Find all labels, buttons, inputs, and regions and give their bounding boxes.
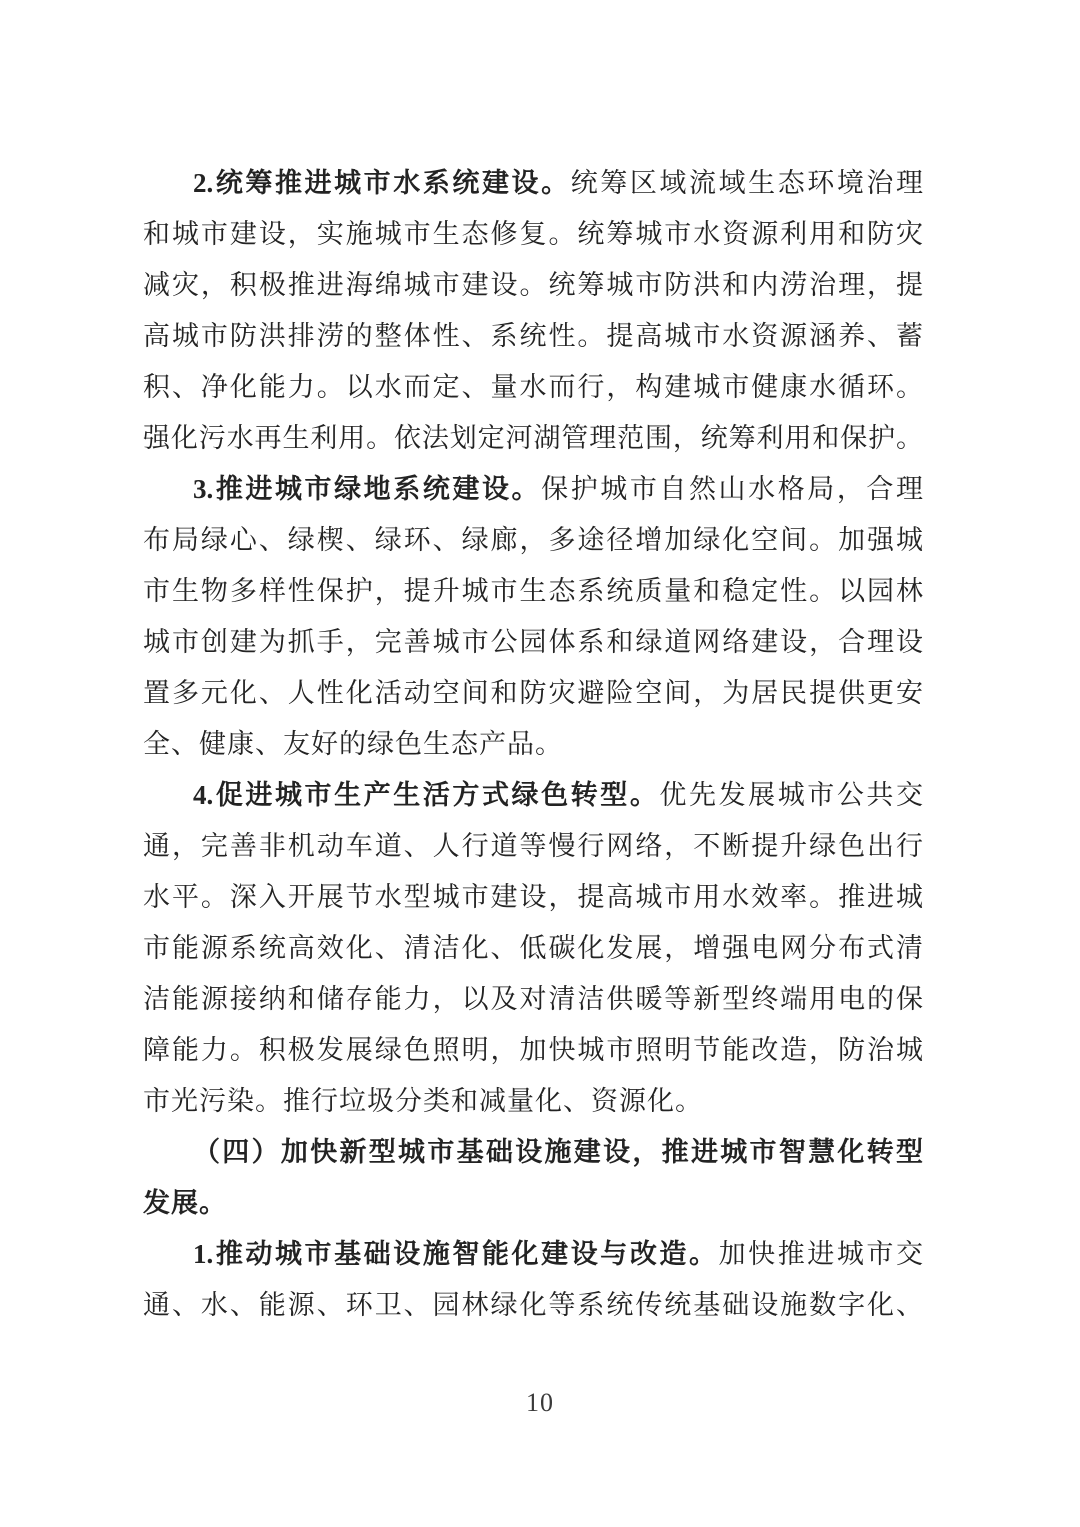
- body-text: 通、水、能源、环卫、园林绿化等系统传统基础设施数字化、: [143, 1290, 923, 1320]
- body-text: 布局绿心、绿楔、绿环、绿廊，多途径增加绿化空间。加强城: [143, 525, 923, 555]
- text-line: [143, 566, 923, 617]
- text-line: [143, 974, 923, 1025]
- text-line: [143, 1229, 923, 1280]
- page-number: 10: [526, 1388, 554, 1417]
- text-line: [143, 464, 923, 515]
- text-line: [143, 1178, 923, 1229]
- text-line: [143, 1280, 923, 1331]
- text-line: [143, 311, 923, 362]
- text-line: [143, 158, 923, 209]
- body-text: 和城市建设，实施城市生态修复。统筹城市水资源利用和防灾: [143, 219, 923, 249]
- body-text: 全、健康、友好的绿色生态产品。: [143, 729, 563, 759]
- text-line: [143, 770, 923, 821]
- text-line: [143, 617, 923, 668]
- body-text: 洁能源接纳和储存能力，以及对清洁供暖等新型终端用电的保: [143, 984, 923, 1014]
- text-line: [143, 362, 923, 413]
- body-text: 加快推进城市交: [718, 1239, 923, 1269]
- emphasis-text: 发展。: [143, 1188, 227, 1218]
- body-text: 水平。深入开展节水型城市建设，提高城市用水效率。推进城: [143, 882, 923, 912]
- text-line: [143, 413, 923, 464]
- body-text: 积、净化能力。以水而定、量水而行，构建城市健康水循环。: [143, 372, 923, 402]
- body-text: 通，完善非机动车道、人行道等慢行网络，不断提升绿色出行: [143, 831, 923, 861]
- body-text: 城市创建为抓手，完善城市公园体系和绿道网络建设，合理设: [143, 627, 923, 657]
- body-text: 障能力。积极发展绿色照明，加快城市照明节能改造，防治城: [143, 1035, 923, 1065]
- text-line: [143, 1025, 923, 1076]
- text-line: [143, 1076, 923, 1127]
- body-text: 优先发展城市公共交: [659, 780, 923, 810]
- emphasis-text: （四）加快新型城市基础设施建设，推进城市智慧化转型: [193, 1137, 923, 1167]
- text-line: [143, 821, 923, 872]
- body-text: 统筹区域流域生态环境治理: [570, 168, 923, 198]
- text-line: [143, 668, 923, 719]
- body-text: 市光污染。推行垃圾分类和减量化、资源化。: [143, 1086, 703, 1116]
- body-text: 减灾，积极推进海绵城市建设。统筹城市防洪和内涝治理，提: [143, 270, 923, 300]
- text-line: [143, 209, 923, 260]
- text-line: [143, 1127, 923, 1178]
- text-line: [143, 719, 923, 770]
- text-line: [143, 260, 923, 311]
- body-text: 高城市防洪排涝的整体性、系统性。提高城市水资源涵养、蓄: [143, 321, 923, 351]
- body-text: 强化污水再生利用。依法划定河湖管理范围，统筹利用和保护。: [143, 423, 923, 453]
- emphasis-text: 1.推动城市基础设施智能化建设与改造。: [193, 1239, 719, 1269]
- body-text: 市生物多样性保护，提升城市生态系统质量和稳定性。以园林: [143, 576, 923, 606]
- text-line: [143, 923, 923, 974]
- text-line: [143, 872, 923, 923]
- emphasis-text: 4.促进城市生产生活方式绿色转型。: [193, 780, 660, 810]
- text-line: [143, 515, 923, 566]
- body-text: 保护城市自然山水格局，合理: [541, 474, 923, 504]
- body-text: 置多元化、人性化活动空间和防灾避险空间，为居民提供更安: [143, 678, 923, 708]
- emphasis-text: 2.统筹推进城市水系统建设。: [193, 168, 571, 198]
- emphasis-text: 3.推进城市绿地系统建设。: [193, 474, 542, 504]
- body-text: 市能源系统高效化、清洁化、低碳化发展，增强电网分布式清: [143, 933, 923, 963]
- text-lines: [143, 158, 923, 1331]
